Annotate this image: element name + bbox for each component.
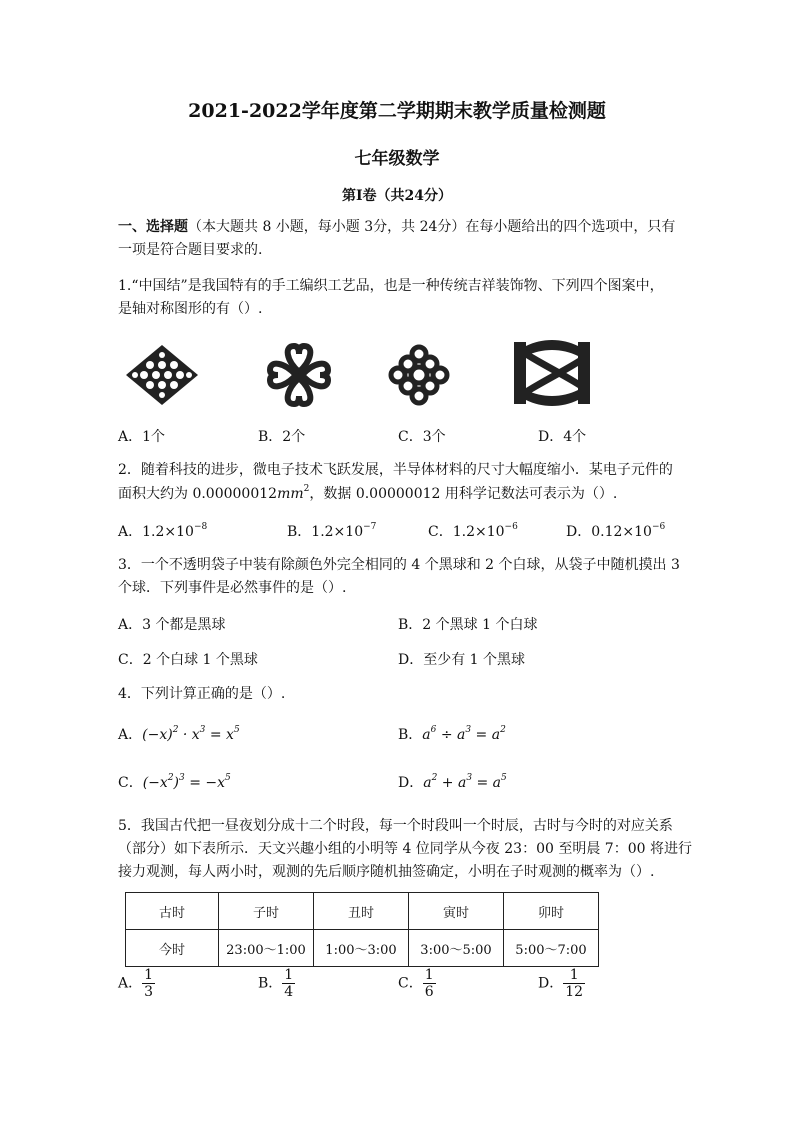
grade-subject: 七年级数学 — [354, 149, 440, 169]
knot-flower-icon — [386, 342, 452, 408]
section-intro-line2: 一项是符合题目要求的. — [118, 242, 263, 258]
q2-option-a-base: 1.2×10 — [142, 524, 194, 540]
q5-option-a[interactable] — [118, 967, 155, 1000]
q4-option-a-expr: $(-x)^2 \cdot x^3 = x^5$ — [142, 725, 240, 743]
q4-stem: 4．下列计算正确的是（）. — [118, 686, 286, 702]
q4-option-b-label: B． — [398, 727, 423, 743]
q2-option-d-base: 0.12×10 — [591, 524, 652, 540]
q5-option-c[interactable] — [398, 967, 436, 1000]
q2-option-a[interactable] — [118, 521, 207, 541]
q3-option-d[interactable]: D．至少有 1 个黑球 — [398, 652, 526, 668]
q2-option-a-exp: −8 — [193, 522, 208, 532]
section-desc: （本大题共 8 小题，每小题 3分，共 24分）在每小题给出的四个选项中，只有 — [188, 219, 676, 235]
table-row — [126, 930, 599, 967]
q1-stem-line2: 是轴对称图形的有（）. — [118, 301, 263, 317]
q2-option-c[interactable] — [428, 521, 518, 541]
table-cell: 子时 — [219, 893, 314, 930]
q1-option-d[interactable]: D．4个 — [538, 429, 587, 445]
section-intro-line1 — [118, 216, 675, 239]
q3-option-c[interactable]: C．2 个白球 1 个黑球 — [118, 652, 258, 668]
q2-option-c-base: 1.2×10 — [452, 524, 505, 540]
q3-option-b[interactable]: B．2 个黑球 1 个白球 — [398, 617, 538, 633]
table-cell: 1:00～3:00 — [314, 930, 409, 967]
q2-option-d-label: D． — [566, 524, 592, 540]
fraction-denominator: 3 — [144, 984, 154, 1000]
table-row — [126, 893, 599, 930]
q4-option-c-label: C． — [118, 775, 143, 791]
q2-option-d[interactable] — [566, 521, 665, 541]
q2-line2-end: ，数据 0.00000012 用科学记数法可表示为（）. — [309, 486, 618, 502]
fraction-numerator: 1 — [284, 967, 294, 983]
fraction-numerator: 1 — [424, 967, 434, 983]
table-cell: 丑时 — [314, 893, 409, 930]
q2-line2-start: 面积大约为 0.00000012 — [118, 486, 278, 502]
table-cell: 今时 — [126, 930, 219, 967]
q5-option-a-fraction — [142, 967, 155, 1000]
q4-option-d-expr: $a^2 + a^3 = a^5$ — [423, 773, 507, 791]
q2-unit-exp: 2 — [303, 484, 310, 494]
q5-stem-line3: 接力观测，每人两小时，观测的先后顺序随机抽签确定，小明在子时观测的概率为（）. — [118, 864, 655, 880]
q4-option-c-expr: $(-x^2)^3 = -x^5$ — [142, 773, 231, 791]
q5-option-d-label: D． — [538, 975, 564, 992]
table-cell: 3:00～5:00 — [409, 930, 504, 967]
q4-option-b[interactable] — [398, 724, 506, 744]
q4-option-d-label: D． — [398, 775, 424, 791]
q2-option-b[interactable] — [287, 521, 376, 541]
knot-square-icon — [124, 343, 200, 407]
q2-option-b-base: 1.2×10 — [311, 524, 364, 540]
q5-option-c-fraction — [423, 967, 436, 1000]
q2-stem-line2 — [118, 483, 617, 506]
q3-stem-line2: 个球．下列事件是必然事件的是（）. — [118, 580, 347, 596]
fraction-numerator: 1 — [563, 967, 585, 984]
fraction-denominator: 4 — [284, 984, 294, 1000]
time-correspondence-table — [125, 892, 599, 967]
q2-option-a-label: A． — [118, 524, 143, 540]
q5-option-a-label: A． — [118, 975, 143, 992]
table-cell: 5:00～7:00 — [504, 930, 599, 967]
q4-option-a[interactable] — [118, 724, 240, 744]
q4-option-d[interactable] — [398, 772, 507, 792]
q2-stem-line1: 2．随着科技的进步，微电子技术飞跃发展，半导体材料的尺寸大幅度缩小．某电子元件的 — [118, 462, 673, 478]
q2-option-b-label: B． — [287, 524, 312, 540]
q5-option-d-fraction — [563, 967, 585, 1000]
fraction-numerator: 1 — [144, 967, 154, 983]
q1-option-a[interactable]: A．1个 — [118, 429, 166, 445]
q5-option-d[interactable] — [538, 967, 585, 1000]
q4-option-a-label: A． — [118, 727, 143, 743]
q1-option-b[interactable]: B．2个 — [258, 429, 306, 445]
table-cell: 23:00～1:00 — [219, 930, 314, 967]
knot-heart-icon — [266, 342, 332, 408]
table-cell: 卯时 — [504, 893, 599, 930]
q2-option-c-exp: −6 — [504, 522, 518, 532]
knot-band-icon — [512, 338, 592, 408]
q2-unit: mm — [277, 486, 304, 502]
q5-option-b-label: B． — [258, 975, 283, 992]
q1-stem-line1: 1.“中国结”是我国特有的手工编织工艺品，也是一种传统吉祥装饰物、下列四个图案中， — [118, 278, 664, 294]
q4-option-c[interactable] — [118, 772, 231, 792]
q5-option-c-label: C． — [398, 975, 423, 992]
q3-option-a[interactable]: A．3 个都是黑球 — [118, 617, 226, 633]
q5-option-b[interactable] — [258, 967, 295, 1000]
exam-title: 2021-2022学年度第二学期期末教学质量检测题 — [188, 100, 606, 122]
table-cell: 古时 — [126, 893, 219, 930]
fraction-denominator: 12 — [565, 984, 584, 1000]
q5-option-b-fraction — [282, 967, 295, 1000]
q4-option-b-expr: $a^6 \div a^3 = a^2$ — [422, 725, 506, 743]
volume-heading: 第Ⅰ卷（共24分） — [341, 188, 453, 204]
table-cell: 寅时 — [409, 893, 504, 930]
fraction-denominator: 6 — [424, 984, 434, 1000]
q2-option-d-exp: −6 — [651, 522, 666, 532]
q5-stem-line1: 5．我国古代把一昼夜划分成十二个时段，每一个时段叫一个时辰，古时与今时的对应关系 — [118, 818, 673, 834]
q5-stem-line2: （部分）如下表所示．天文兴趣小组的小明等 4 位同学从今夜 23：00 至明晨 7：00 将进行 — [118, 841, 692, 857]
q1-option-c[interactable]: C．3个 — [398, 429, 446, 445]
q2-option-c-label: C． — [428, 524, 453, 540]
q3-stem-line1: 3．一个不透明袋子中装有除颜色外完全相同的 4 个黑球和 2 个白球，从袋子中随机摸出 3 — [118, 557, 680, 573]
q2-option-b-exp: −7 — [363, 522, 377, 532]
section-heading: 一、选择题 — [118, 219, 188, 235]
